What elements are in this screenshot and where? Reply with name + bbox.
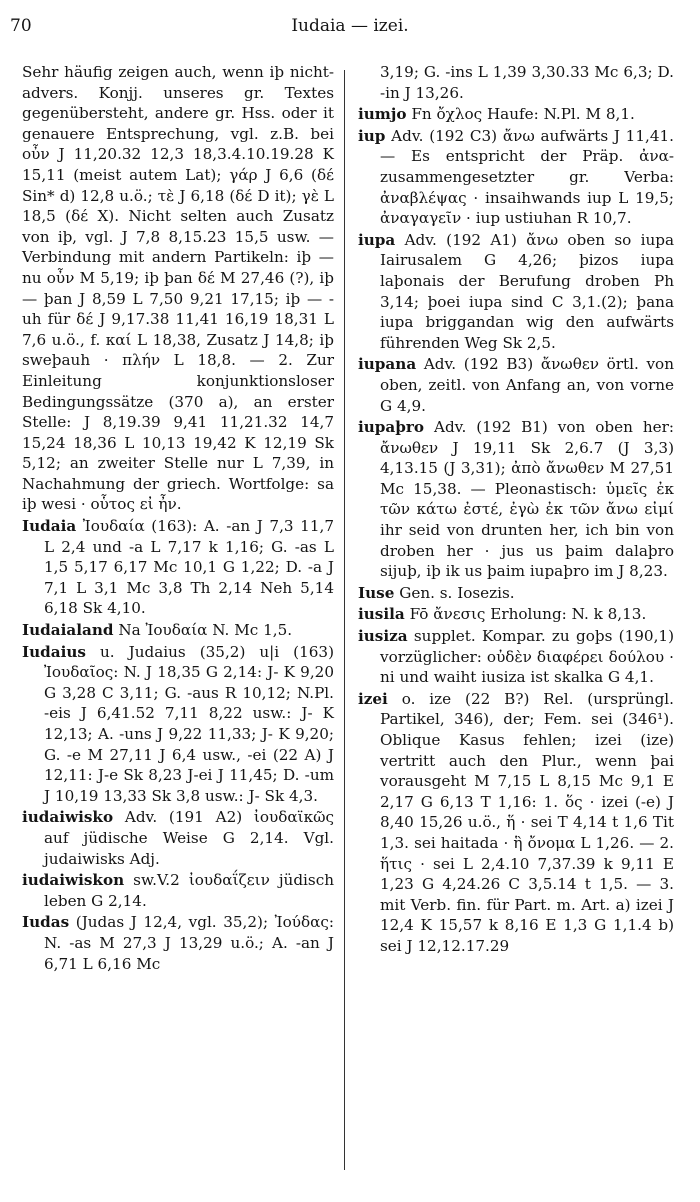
entry-text: Adv. (192 A1) ἄνω oben so iupa Iairusalem G 4,26; þizos iupa laþonais der Berufung droben Ph 3,14; þoei iupa sind C 3,1.(2); þana iupa briggandan wig den aufwärts führenden Weg Sk 2,5. bbox=[380, 230, 674, 352]
dictionary-entry bbox=[22, 642, 334, 807]
dictionary-entry bbox=[22, 516, 334, 619]
entry-text: Ἰουδαία (163): A. -an J 7,3 11,7 L 2,4 und -a L 7,17 k 1,16; G. -as L 1,5 5,17 6,17 Mc 10,1 G 1,22; D. -a J 7,1 L 3,1 Mc 3,8 Th 2,14 Neh 5,14 6,18 Sk 4,10. bbox=[44, 517, 334, 618]
right-column bbox=[358, 62, 674, 958]
entry-headword: iudaiwisko bbox=[22, 808, 114, 827]
entry-headword: iupa bbox=[358, 230, 396, 249]
entry-headword: iusila bbox=[358, 605, 405, 624]
dictionary-entry bbox=[22, 870, 334, 911]
entry-text: Fō ἄνεσις Erholung: N. k 8,13. bbox=[404, 605, 647, 624]
entry-text: Adv. (192 B1) von oben her: ἄνωθεν J 19,11 Sk 2,6.7 (J 3,3) 4,13.15 (J 3,31); ἀπὸ ἄνωθεν M 27,51 Mc 15,38. — Pleonastisch: ὑμεῖς ἐκ τῶν κάτω ἐστέ, ἐγὼ ἐκ τῶν ἄνω εἰμί ihr seid von drunten her, ich bin von droben her · jus us þaim dalaþro sijuþ, iþ ik us þaim iupaþro im J 8,23. bbox=[380, 418, 674, 581]
dictionary-entry bbox=[358, 583, 674, 604]
entry-text: Gen. s. Iosezis. bbox=[394, 583, 515, 602]
running-head: Iudaia — izei. bbox=[291, 16, 409, 36]
dictionary-entry bbox=[358, 104, 674, 125]
entry-text: 3,19; G. -ins L 1,39 3,30.33 Mc 6,3; D. -in J 13,26. bbox=[380, 63, 674, 102]
entry-text: Adv. (192 B3) ἄνωθεν örtl. von oben, zeitl. von Anfang an, von vorne G 4,9. bbox=[380, 355, 674, 415]
entry-headword: iumjo bbox=[358, 105, 407, 124]
entry-headword: Iudaia bbox=[22, 517, 77, 536]
entry-headword: Iudas bbox=[22, 913, 70, 932]
entry-continuation bbox=[358, 62, 674, 103]
dictionary-entry bbox=[358, 626, 674, 688]
entry-text: u. Judaius (35,2) u|i (163) Ἰουδαῖος: N. J 18,35 G 2,14: J- K 9,20 G 3,28 C 3,11; G. -aus R 10,12; N.Pl. -eis J 6,41.52 7,11 8,22 usw.: J- K 12,13; A. -uns J 9,22 11,33; J- K 9,20; G. -e M 27,11 J 6,4 usw., -ei (22 A) J 12,11: J-e Sk 8,23 J-ei J 11,45; D. -um J 10,19 13,33 Sk 3,8 usw.: J- Sk 4,3. bbox=[44, 642, 334, 805]
dictionary-entry bbox=[22, 807, 334, 869]
dictionary-entry bbox=[358, 230, 674, 354]
entry-headword: Iudaius bbox=[22, 642, 86, 661]
entry-headword: iup bbox=[358, 126, 386, 145]
entry-headword: iudaiwiskon bbox=[22, 871, 125, 890]
page-header bbox=[10, 16, 690, 46]
column-divider bbox=[344, 70, 345, 1170]
dictionary-entry bbox=[358, 354, 674, 416]
entry-text: o. ize (22 B?) Rel. (ursprüngl. Partikel, 346), der; Fem. sei (346¹). Oblique Kasus fehlen; izei (ize) vertritt auch den Plur., wenn þai vorausgeht M 7,15 L 8,15 Mc 9,1 E 2,17 G 6,13 T 1,16: 1. ὅς · izei (-e) J 8,40 15,26 u.ö., ἥ · sei T 4,14 t 1,6 Tit 1,3. sei haitada · ἣ ὄνομα L 1,26. — 2. ἥτις · sei L 2,4.10 7,37.39 k 9,11 E 1,23 G 4,24.26 C 3,5.14 t 1,5. — 3. mit Verb. fin. für Part. m. Art. a) izei J 12,4 K 15,57 k 8,16 E 1,3 G 1,1.4 b) sei J 12,12.17.29 bbox=[380, 689, 674, 955]
entry-text: supplet. Kompar. zu goþs (190,1) vorzüglicher: οὐδὲν διαφέρει δούλου · ni und waiht iusiza ist skalka G 4,1. bbox=[380, 627, 674, 687]
entry-text: (Judas J 12,4, vgl. 35,2); Ἰούδας: N. -as M 27,3 J 13,29 u.ö.; A. -an J 6,71 L 6,16 Mc bbox=[44, 913, 334, 973]
entry-headword: izei bbox=[358, 689, 388, 708]
entry-text: Fn ὄχλος Haufe: N.Pl. M 8,1. bbox=[406, 105, 635, 124]
page-number: 70 bbox=[10, 16, 32, 36]
dictionary-entry bbox=[358, 417, 674, 582]
entry-headword: iupaþro bbox=[358, 418, 425, 437]
entry-text: Adv. (191 A2) ἰουδαϊκῶς auf jüdische Weise G 2,14. Vgl. judaiwisks Adj. bbox=[44, 808, 334, 868]
entry-headword: iusiza bbox=[358, 627, 408, 646]
entry-headword: Iudaialand bbox=[22, 621, 114, 640]
entry-text: Adv. (192 C3) ἄνω aufwärts J 11,41. — Es entspricht der Präp. ἀνα- zusammengesetzter gr. Verba: ἀναβλέψας · insaihwands iup L 19,5; ἀναγαγεῖν · iup ustiuhan R 10,7. bbox=[380, 126, 674, 228]
dictionary-entry bbox=[358, 689, 674, 957]
dictionary-entry bbox=[22, 912, 334, 974]
entry-text: sw.V.2 ἰουδαΐζειν jüdisch leben G 2,14. bbox=[44, 871, 334, 910]
entry-text: Sehr häufig zeigen auch, wenn iþ nicht-advers. Konjj. unseres gr. Textes gegenübersteht, andere gr. Hss. oder it genauere Entsprechung, vgl. z.B. bei οὖν J 11,20.32 12,3 18,3.4.10.19.28 K 15,11 (meist autem Lat); γάρ J 6,6 (δέ Sin* d) 12,8 u.ö.; τὲ J 6,18 (δέ D it); γὲ L 18,5 (δέ X). Nicht selten auch Zusatz von iþ, vgl. J 7,8 8,15.23 15,5 usw. — Verbindung mit andern Partikeln: iþ — nu οὖν M 5,19; iþ þan δέ M 27,46 (?), iþ — þan J 8,59 L 7,50 9,21 17,15; iþ — -uh für δέ J 9,17.38 11,41 16,19 18,31 L 7,6 u.ö., f. καί L 18,38, Zusatz J 14,8; iþ sweþauh · πλήν L 18,8. — 2. Zur Einleitung konjunktionsloser Bedingungssätze (370 a), an erster Stelle: J 8,19.39 9,41 11,21.32 14,7 15,24 18,36 L 10,13 19,42 K 12,19 Sk 5,12; an zweiter Stelle nur L 7,39, in Nachahmung der griech. Wortfolge: sa iþ wesi · οὗτος εἰ ἦν. bbox=[22, 63, 334, 514]
entry-headword: Iuse bbox=[358, 583, 395, 602]
left-column bbox=[22, 62, 334, 975]
dictionary-entry bbox=[358, 126, 674, 229]
dictionary-entry bbox=[22, 620, 334, 641]
entry-headword: iupana bbox=[358, 355, 417, 374]
dictionary-entry bbox=[358, 604, 674, 625]
entry-continuation bbox=[22, 62, 334, 515]
entry-text: Na Ἰουδαία N. Mc 1,5. bbox=[113, 621, 293, 640]
